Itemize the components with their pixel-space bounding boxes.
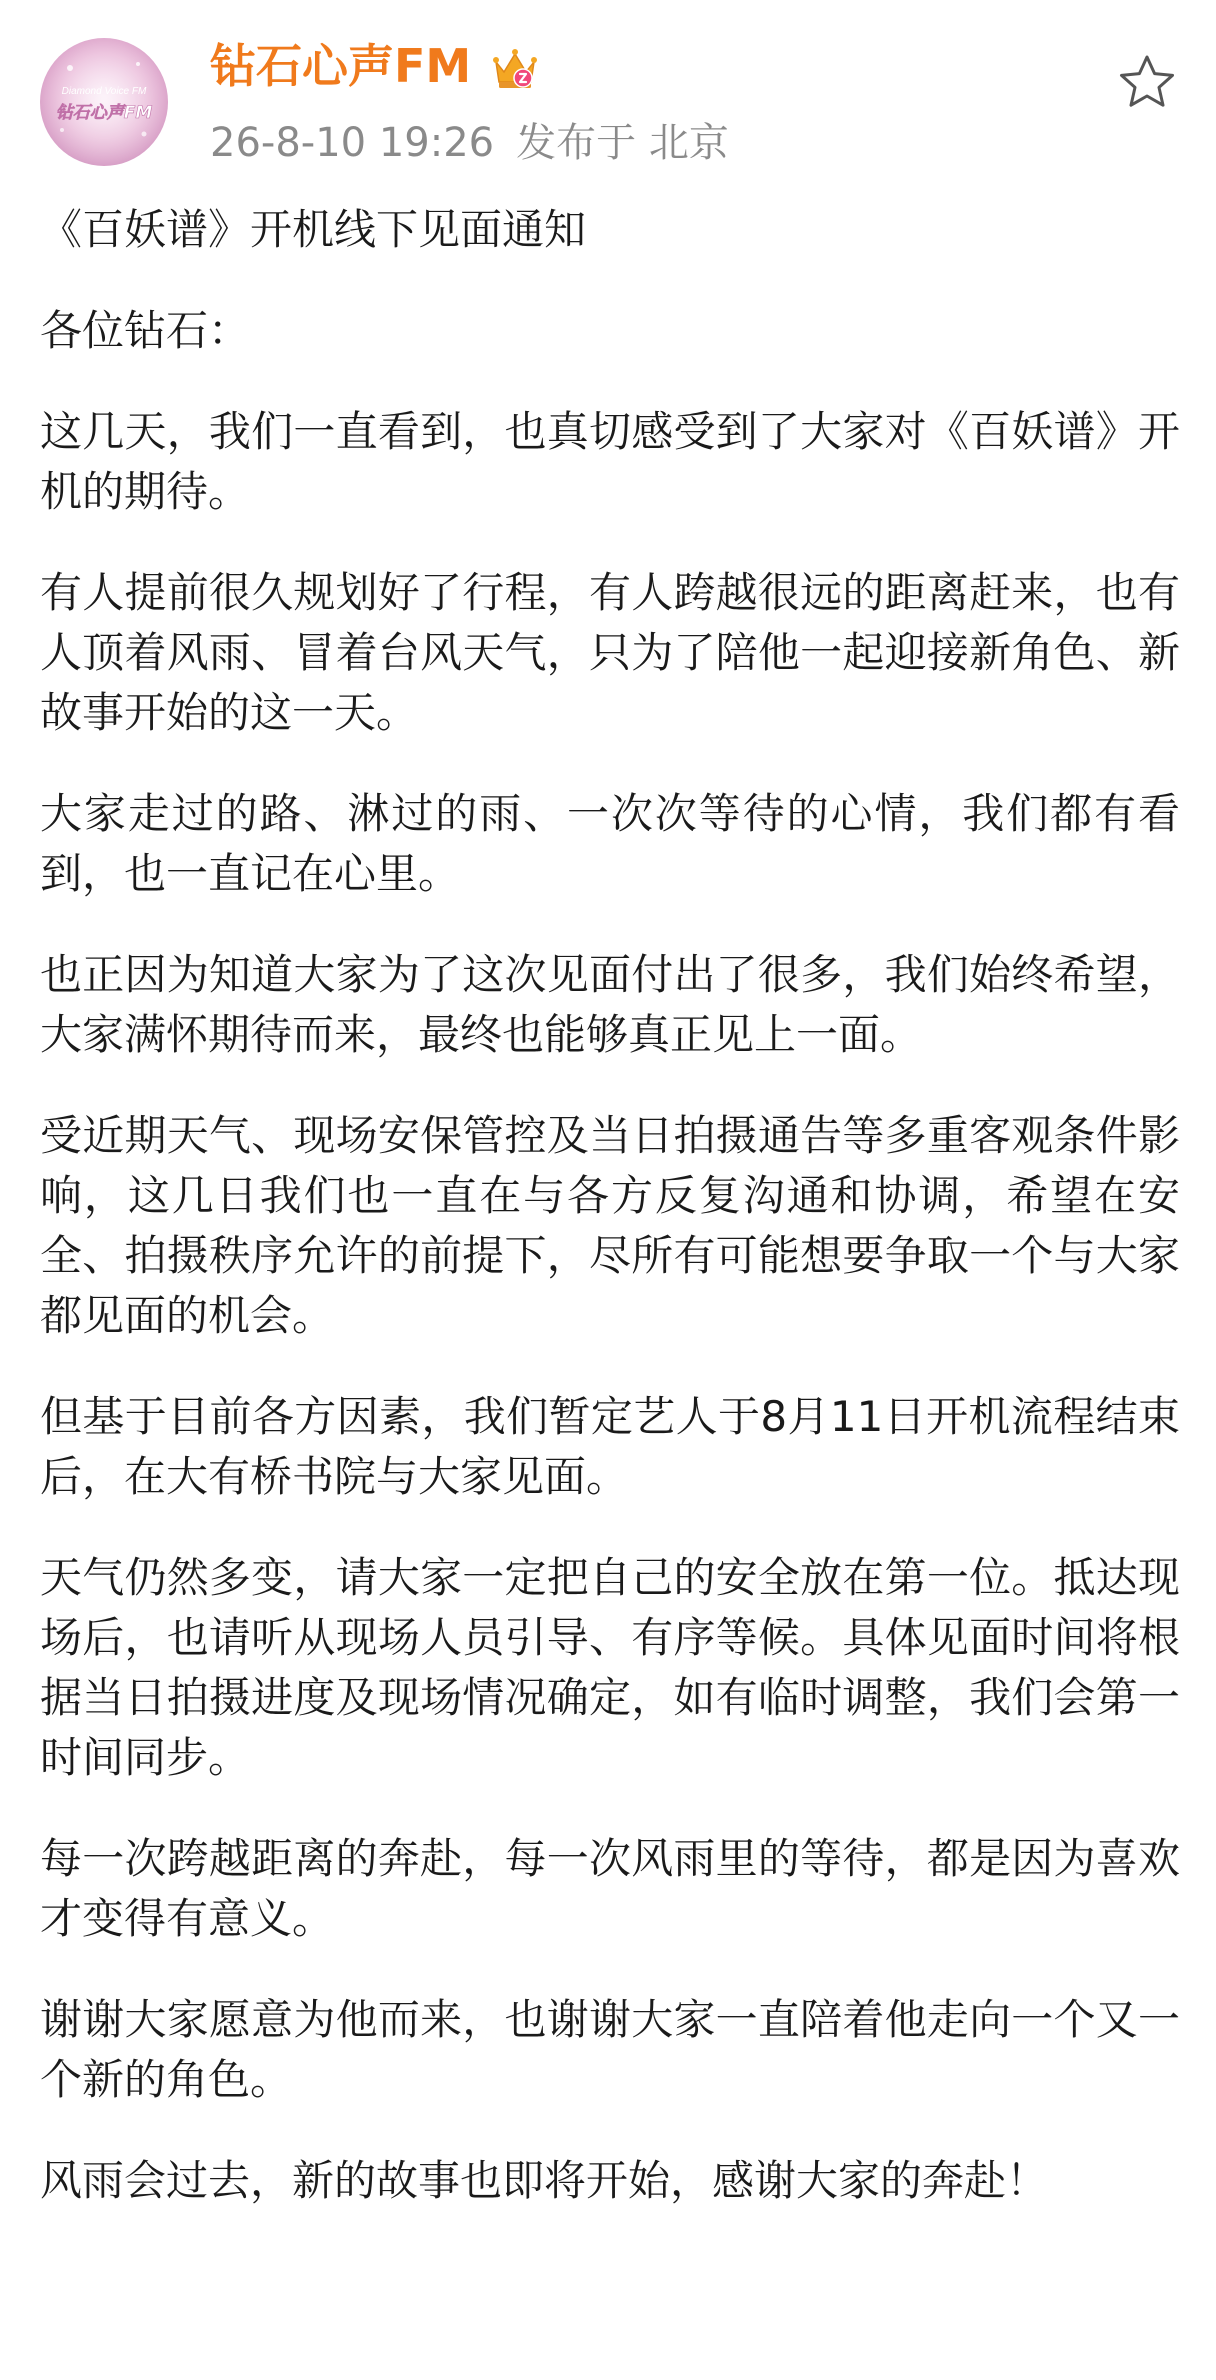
paragraph: 每一次跨越距离的奔赴，每一次风雨里的等待，都是因为喜欢才变得有意义。 xyxy=(40,1834,1180,1943)
author-name[interactable]: 钻石心声FM xyxy=(210,39,472,93)
paragraph: 这几天，我们一直看到，也真切感受到了大家对《百妖谱》开机的期待。 xyxy=(40,407,1180,516)
post-datetime: 26-8-10 19:26 xyxy=(210,120,495,166)
paragraph: 有人提前很久规划好了行程，有人跨越很远的距离赶来，也有人顶着风雨、冒着台风天气，只为了陪他一起迎接新角色、新故事开始的这一天。 xyxy=(40,568,1180,737)
avatar-caption: Diamond Voice FM xyxy=(61,86,147,97)
closing-line: 风雨会过去，新的故事也即将开始，感谢大家的奔赴！ xyxy=(40,2156,1049,2205)
paragraph: 受近期天气、现场安保管控及当日拍摄通告等多重客观条件影响，这几日我们也一直在与各方反复沟通和协调，希望在安全、拍摄秩序允许的前提下，尽所有可能想要争取一个与大家都见面的机会。 xyxy=(40,1111,1180,1340)
crown-icon xyxy=(490,44,540,94)
post-body xyxy=(40,200,1180,2252)
paragraph: 天气仍然多变，请大家一定把自己的安全放在第一位。抵达现场后，也请听从现场人员引导、有序等候。具体见面时间将根据当日拍摄进度及现场情况确定，如有临时调整，我们会第一时间同步。 xyxy=(40,1553,1180,1782)
paragraph: 谢谢大家愿意为他而来，也谢谢大家一直陪着他走向一个又一个新的角色。 xyxy=(40,1995,1180,2104)
post-location: 发布于 北京 xyxy=(516,120,729,166)
paragraph: 大家走过的路、淋过的雨、一次次等待的心情，我们都有看到，也一直记在心里。 xyxy=(40,789,1180,898)
greeting: 各位钻石： xyxy=(40,306,251,355)
post-header xyxy=(0,0,1216,180)
paragraph: 也正因为知道大家为了这次见面付出了很多，我们始终希望，大家满怀期待而来，最终也能够真正见上一面。 xyxy=(40,950,1180,1059)
avatar-image xyxy=(40,38,168,166)
avatar[interactable] xyxy=(40,38,168,166)
paragraph: 但基于目前各方因素，我们暂定艺人于8月11日开机流程结束后，在大有桥书院与大家见面。 xyxy=(40,1392,1180,1501)
post-title: 《百妖谱》开机线下见面通知 xyxy=(40,205,587,254)
post-meta xyxy=(210,118,729,168)
avatar-logo-text: 钻石心声FM xyxy=(55,103,153,123)
favorite-star-icon[interactable] xyxy=(1116,52,1178,114)
